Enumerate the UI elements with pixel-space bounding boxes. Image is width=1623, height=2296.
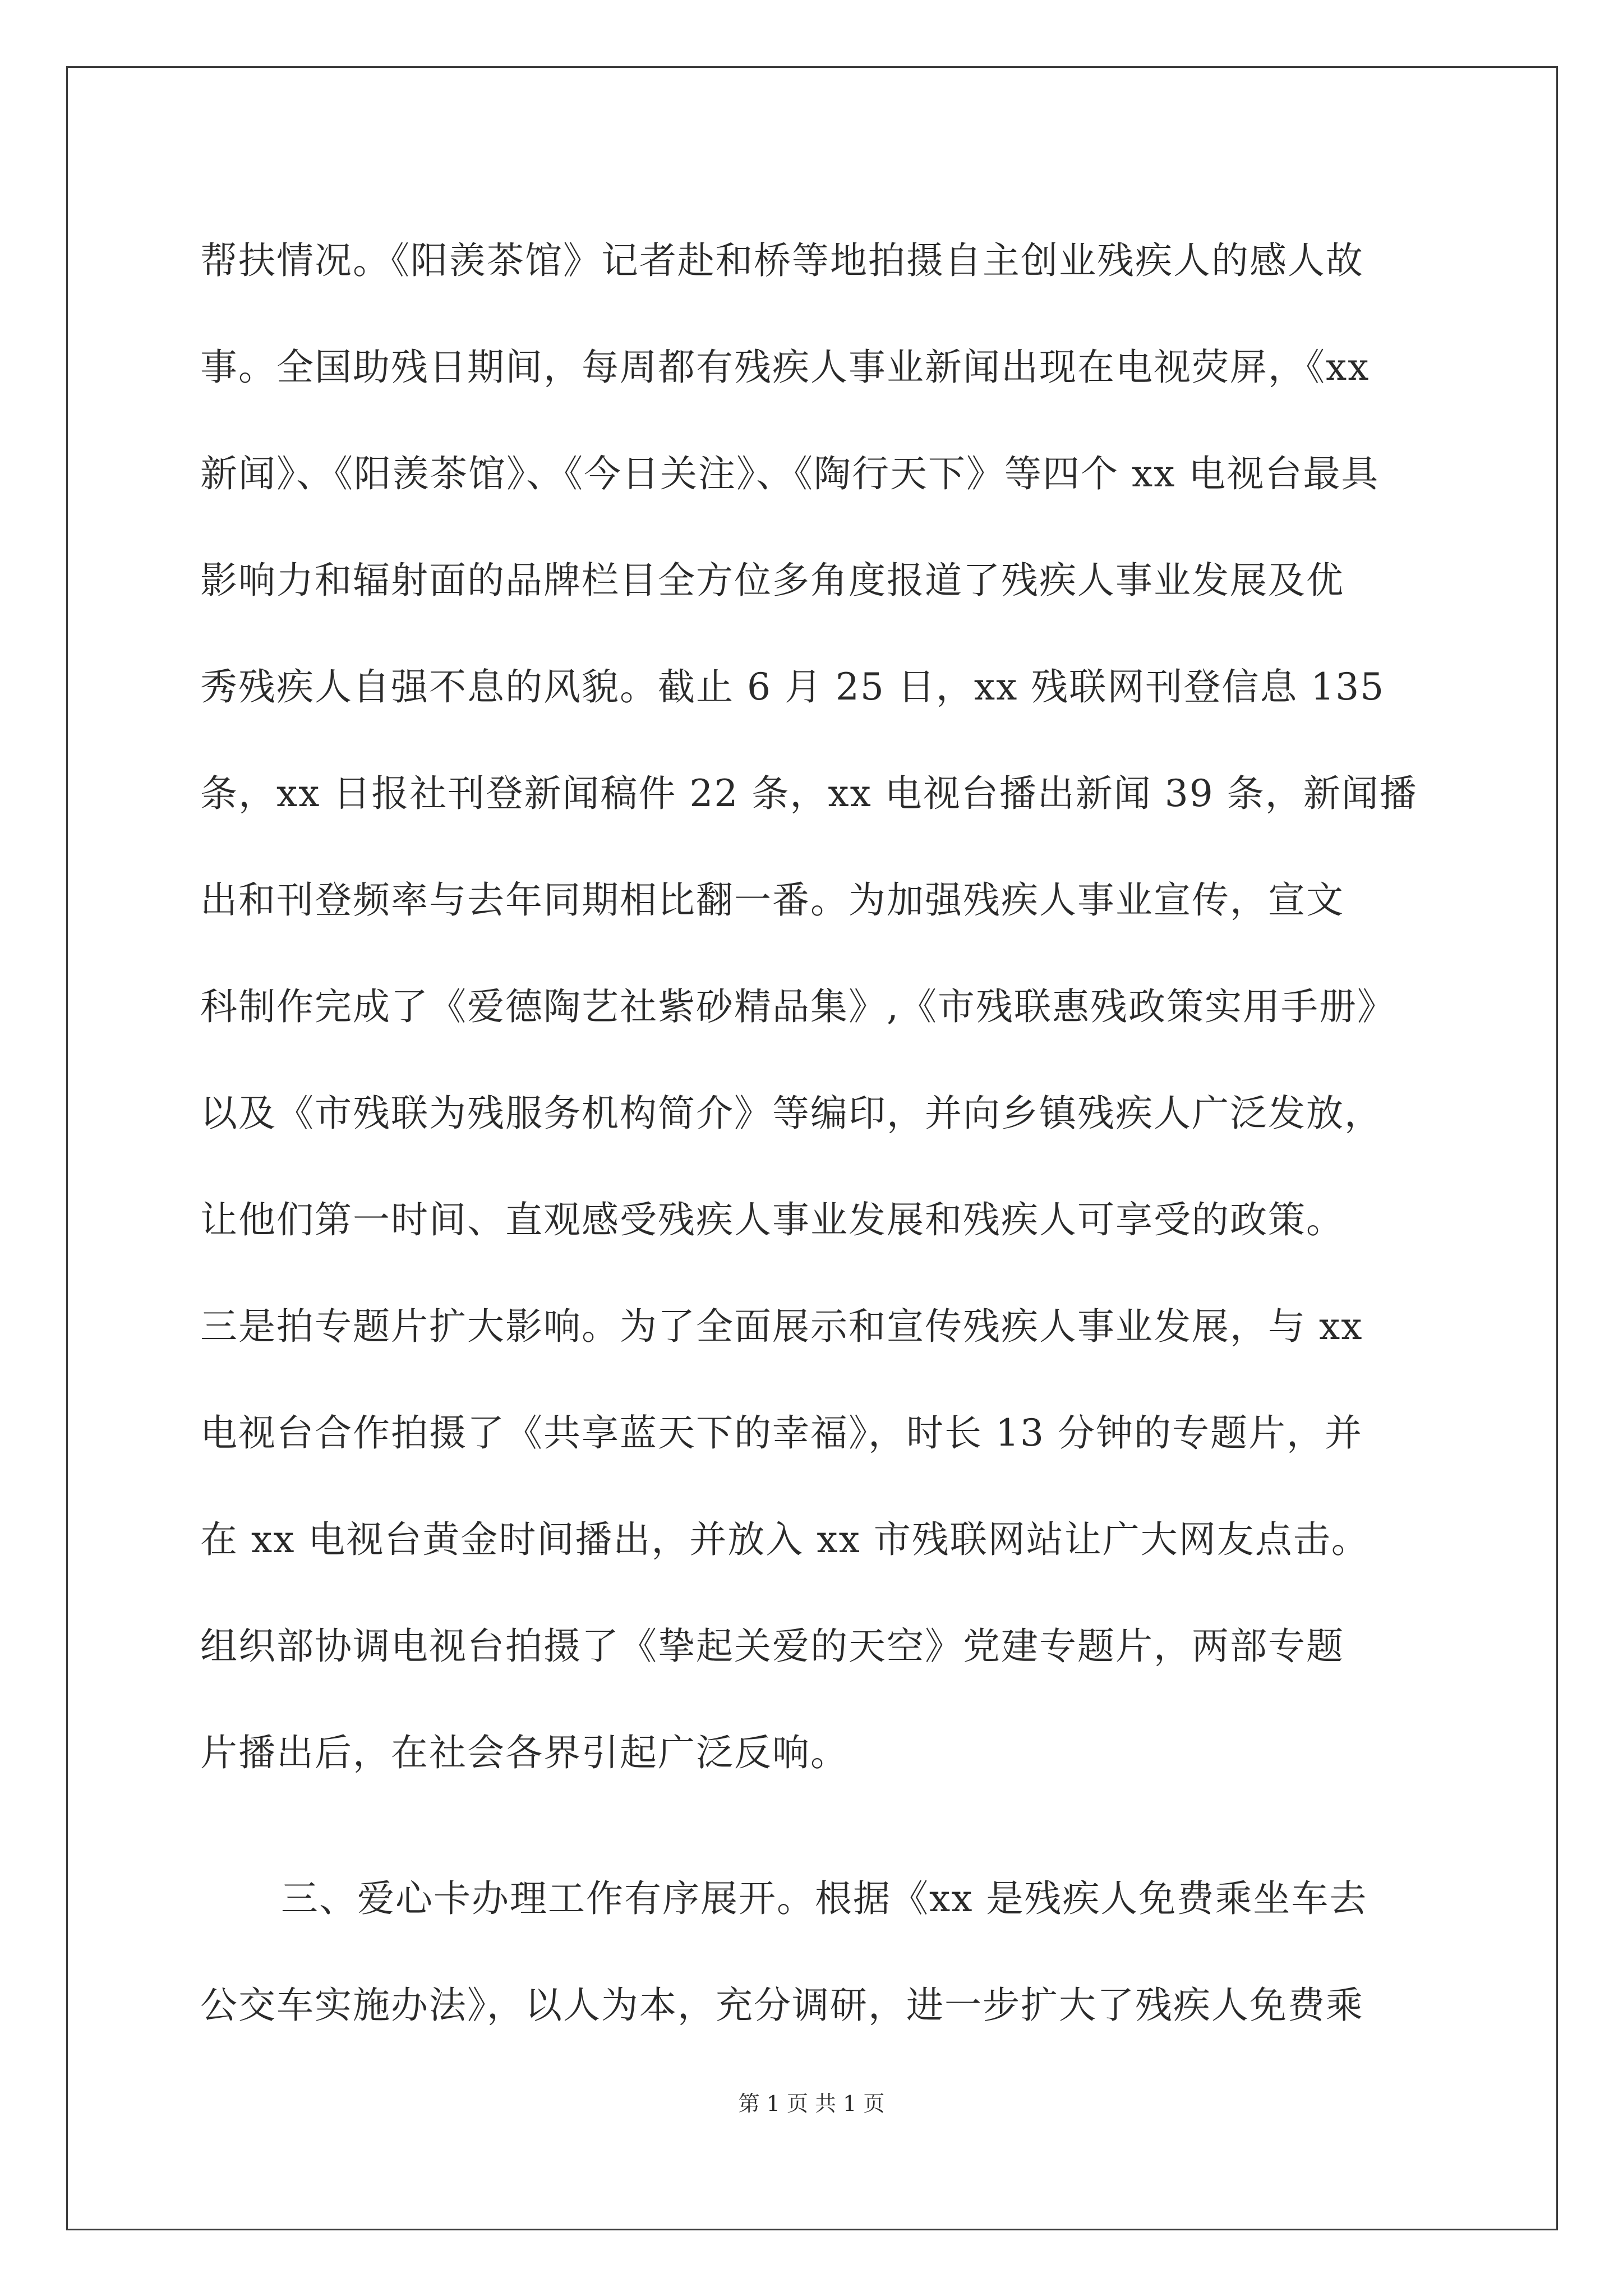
text-line: 片播出后，在社会各界引起广泛反响。	[200, 1731, 849, 1774]
text-line: 秀残疾人自强不息的风貌。截止 6 月 25 日，xx 残联网刊登信息 135	[200, 665, 1385, 708]
text-line: 出和刊登频率与去年同期相比翻一番。为加强残疾人事业宣传，宣文	[200, 878, 1344, 922]
paragraph-gap	[200, 1806, 1434, 1846]
text-line: 条，xx 日报社刊登新闻稿件 22 条，xx 电视台播出新闻 39 条，新闻播	[200, 772, 1418, 815]
text-line: 让他们第一时间、直观感受残疾人事业发展和残疾人可享受的政策。	[200, 1198, 1344, 1241]
text-line: 三是拍专题片扩大影响。为了全面展示和宣传残疾人事业发展，与 xx	[200, 1305, 1363, 1348]
section-heading-line: 三、爱心卡办理工作有序展开。根据《xx 是残疾人免费乘坐车去	[281, 1877, 1368, 1920]
page-number-footer: 第 1 页 共 1 页	[738, 2091, 885, 2116]
text-line: 电视台合作拍摄了《共享蓝天下的幸福》，时长 13 分钟的专题片，并	[200, 1411, 1363, 1455]
text-line: 影响力和辐射面的品牌栏目全方位多角度报道了残疾人事业发展及优	[200, 559, 1344, 602]
text-line: 在 xx 电视台黄金时间播出，并放入 xx 市残联网站让广大网友点击。	[200, 1518, 1370, 1561]
text-line: 事。全国助残日期间，每周都有残疾人事业新闻出现在电视荧屏，《xx	[200, 346, 1370, 389]
text-line: 公交车实施办法》，以人为本，充分调研，进一步扩大了残疾人免费乘	[200, 1984, 1364, 2027]
text-line: 帮扶情况。《阳羡茶馆》记者赴和桥等地拍摄自主创业残疾人的感人故	[200, 239, 1364, 282]
text-line: 组织部协调电视台拍摄了《挚起关爱的天空》党建专题片，两部专题	[200, 1625, 1344, 1668]
text-line: 新闻》、《阳羡茶馆》、《今日关注》、《陶行天下》等四个 xx 电视台最具	[200, 452, 1380, 495]
text-line: 以及《市残联为残服务机构简介》等编印，并向乡镇残疾人广泛发放，	[200, 1092, 1382, 1135]
text-line: 科制作完成了《爱德陶艺社紫砂精品集》,《市残联惠残政策实用手册》	[200, 985, 1395, 1028]
document-body	[200, 208, 1434, 2059]
